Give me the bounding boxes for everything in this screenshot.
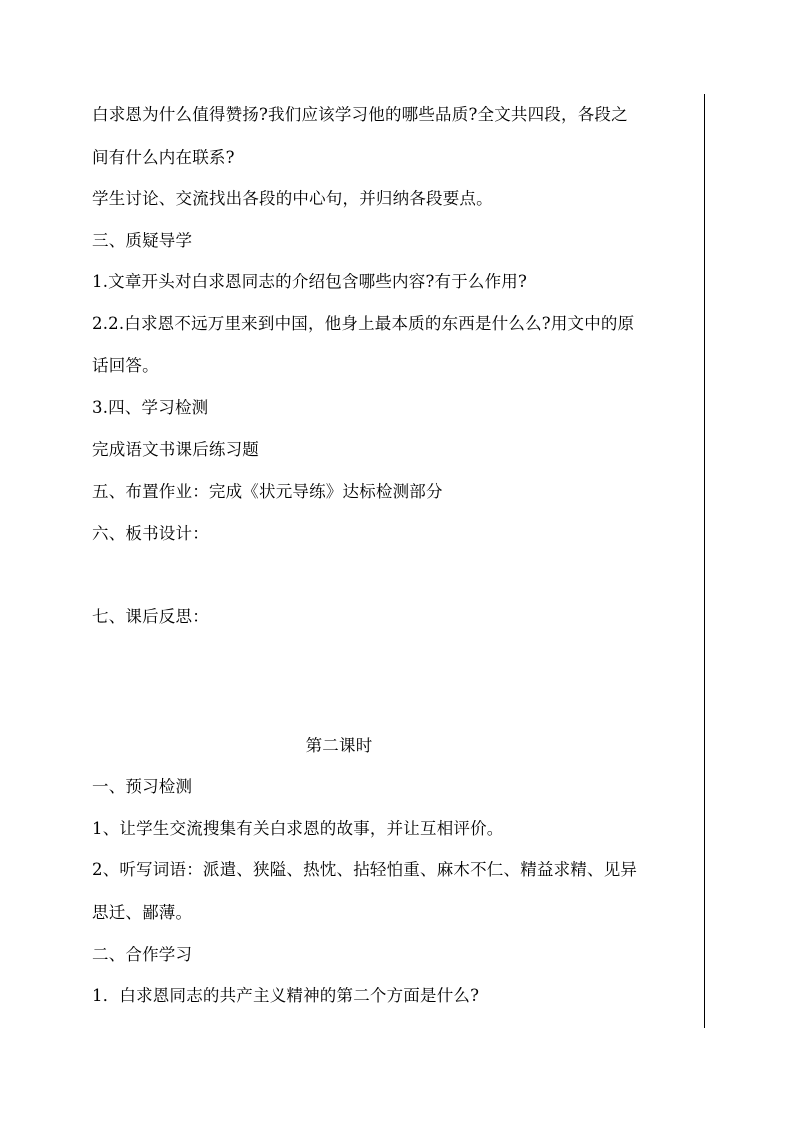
text-line: 白求恩为什么值得赞扬?我们应该学习他的哪些品质?全文共四段，各段之 bbox=[92, 105, 628, 124]
table-border-line bbox=[704, 94, 705, 1028]
text-line: 学生讨论、交流找出各段的中心句，并归纳各段要点。 bbox=[92, 189, 493, 208]
text-line: 1．白求恩同志的共产主义精神的第二个方面是什么? bbox=[92, 986, 480, 1005]
section-heading: 六、板书设计： bbox=[92, 524, 209, 543]
text-line: 间有什么内在联系? bbox=[92, 148, 235, 167]
lesson-title: 第二课时 bbox=[305, 736, 373, 755]
section-heading: 三、质疑导学 bbox=[92, 231, 193, 250]
text-line: 2、听写词语：派遣、狭隘、热忱、拈轻怕重、麻木不仁、精益求精、见异 bbox=[92, 860, 638, 879]
section-heading: 一、预习检测 bbox=[92, 777, 193, 796]
section-heading: 五、布置作业：完成《状元导练》达标检测部分 bbox=[92, 482, 443, 501]
section-heading: 3.四、学习检测 bbox=[92, 398, 209, 417]
section-heading: 七、课后反思： bbox=[92, 607, 209, 626]
section-heading: 二、合作学习 bbox=[92, 945, 193, 964]
text-line: 话回答。 bbox=[92, 356, 159, 375]
text-line: 思迁、鄙薄。 bbox=[92, 903, 193, 922]
text-line: 1.文章开头对白求恩同志的介绍包含哪些内容?有于么作用? bbox=[92, 272, 528, 291]
text-line: 完成语文书课后练习题 bbox=[92, 440, 259, 459]
text-line: 1、让学生交流搜集有关白求恩的故事，并让互相评价。 bbox=[92, 819, 504, 838]
text-line: 2.2.白求恩不远万里来到中国，他身上最本质的东西是什么么?用文中的原 bbox=[92, 314, 635, 333]
